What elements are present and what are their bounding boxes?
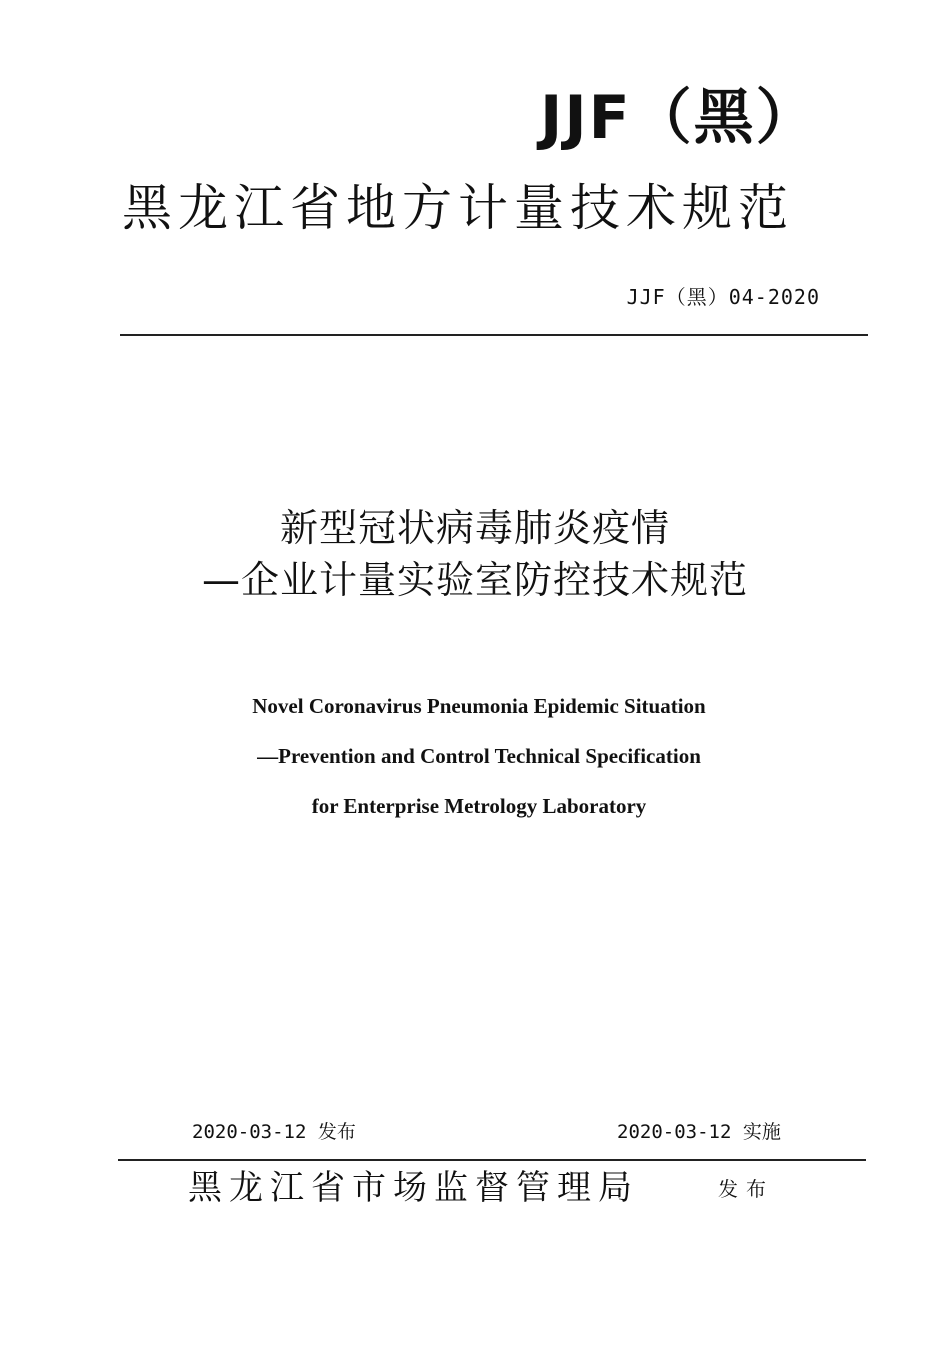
bottom-divider <box>118 1159 866 1161</box>
chinese-title-line-1: 新型冠状病毒肺炎疫情 <box>279 506 670 550</box>
spec-type-heading: 黑龙江省地方计量技术规范 <box>122 179 794 237</box>
issue-date-block <box>192 1118 356 1146</box>
implementation-label: 实施 <box>742 1121 781 1143</box>
issue-date: 2020-03-12 <box>192 1121 307 1143</box>
issue-label: 发布 <box>317 1121 356 1143</box>
english-title-line-3: for Enterprise Metrology Laboratory <box>311 794 647 818</box>
issuing-authority: 黑龙江省市场监督管理局 <box>188 1168 639 1208</box>
top-divider <box>120 334 868 336</box>
series-code: JJF（黑） <box>540 83 818 153</box>
english-title-line-2: —Prevention and Control Technical Specification <box>257 744 701 768</box>
english-title-line-1: Novel Coronavirus Pneumonia Epidemic Situation <box>252 694 706 718</box>
chinese-title-line-2: —企业计量实验室防控技术规范 <box>201 558 748 602</box>
document-number: JJF（黑）04-2020 <box>626 285 820 309</box>
implementation-date: 2020-03-12 <box>617 1121 732 1143</box>
issuing-authority-suffix: 发布 <box>718 1177 774 1201</box>
implementation-date-block <box>617 1118 781 1146</box>
